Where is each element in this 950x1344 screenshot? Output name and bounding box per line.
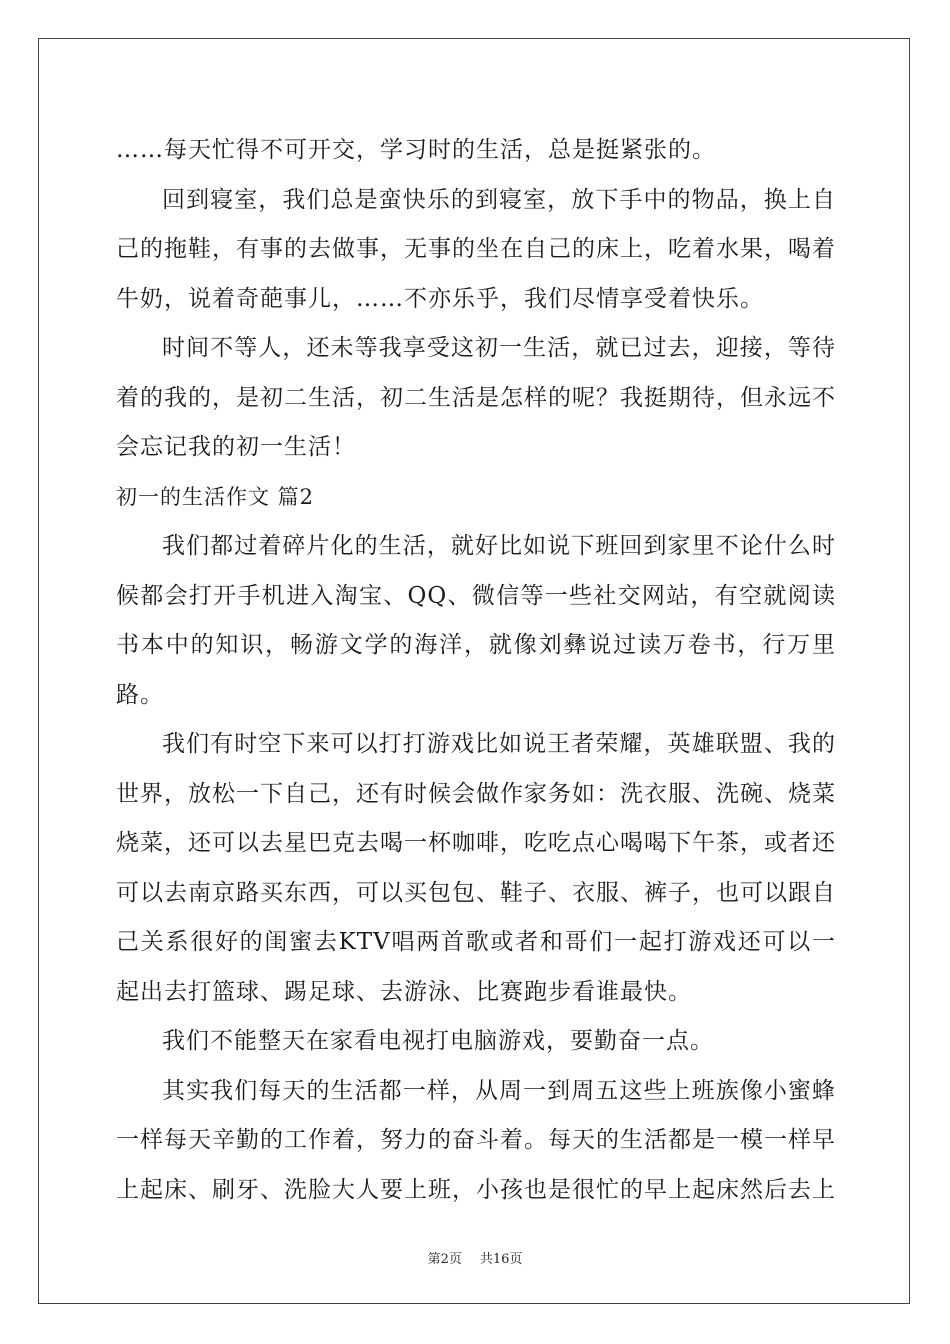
document-body	[116, 126, 836, 1215]
page-footer	[0, 1248, 950, 1267]
paragraph-5: 我们有时空下来可以打打游戏比如说王者荣耀，英雄联盟、我的世界，放松一下自己，还有时候会做作家务如：洗衣服、洗碗、烧菜烧菜，还可以去星巴克去喝一杯咖啡，吃吃点心喝喝下午茶，或者还可以去南京路买东西，可以买包包、鞋子、衣服、裤子，也可以跟自己关系很好的闺蜜去KTV唱两首歌或者和哥们一起打游戏还可以一起出去打篮球、踢足球、去游泳、比赛跑步看谁最快。	[116, 731, 836, 1005]
paragraph-2: 回到寝室，我们总是蛮快乐的到寝室，放下手中的物品，换上自己的拖鞋，有事的去做事，无事的坐在自己的床上，吃着水果，喝着牛奶，说着奇葩事儿，……不亦乐乎，我们尽情享受着快乐。	[116, 186, 836, 312]
section-heading: 初一的生活作文 篇2	[116, 484, 315, 509]
page-number: 第2页	[427, 1252, 462, 1267]
paragraph-3: 时间不等人，还未等我享受这初一生活，就已过去，迎接，等待着的我的，是初二生活，初二生活是怎样的呢？我挺期待，但永远不会忘记我的初一生活！	[116, 335, 836, 460]
paragraph-4: 我们都过着碎片化的生活，就好比如说下班回到家里不论什么时候都会打开手机进入淘宝、QQ、微信等一些社交网站，有空就阅读书本中的知识，畅游文学的海洋，就像刘彝说过读万卷书，行万里路。	[116, 533, 836, 708]
paragraph-6: 我们不能整天在家看电视打电脑游戏，要勤奋一点。	[162, 1028, 714, 1054]
paragraph-1: ……每天忙得不可开交，学习时的生活，总是挺紧张的。	[116, 137, 716, 163]
paragraph-7: 其实我们每天的生活都一样，从周一到周五这些上班族像小蜜蜂一样每天辛勤的工作着，努力的奋斗着。每天的生活都是一模一样早上起床、刷牙、洗脸大人要上班，小孩也是很忙的早上起床然后去上	[116, 1077, 836, 1203]
page-total: 共16页	[479, 1252, 523, 1267]
